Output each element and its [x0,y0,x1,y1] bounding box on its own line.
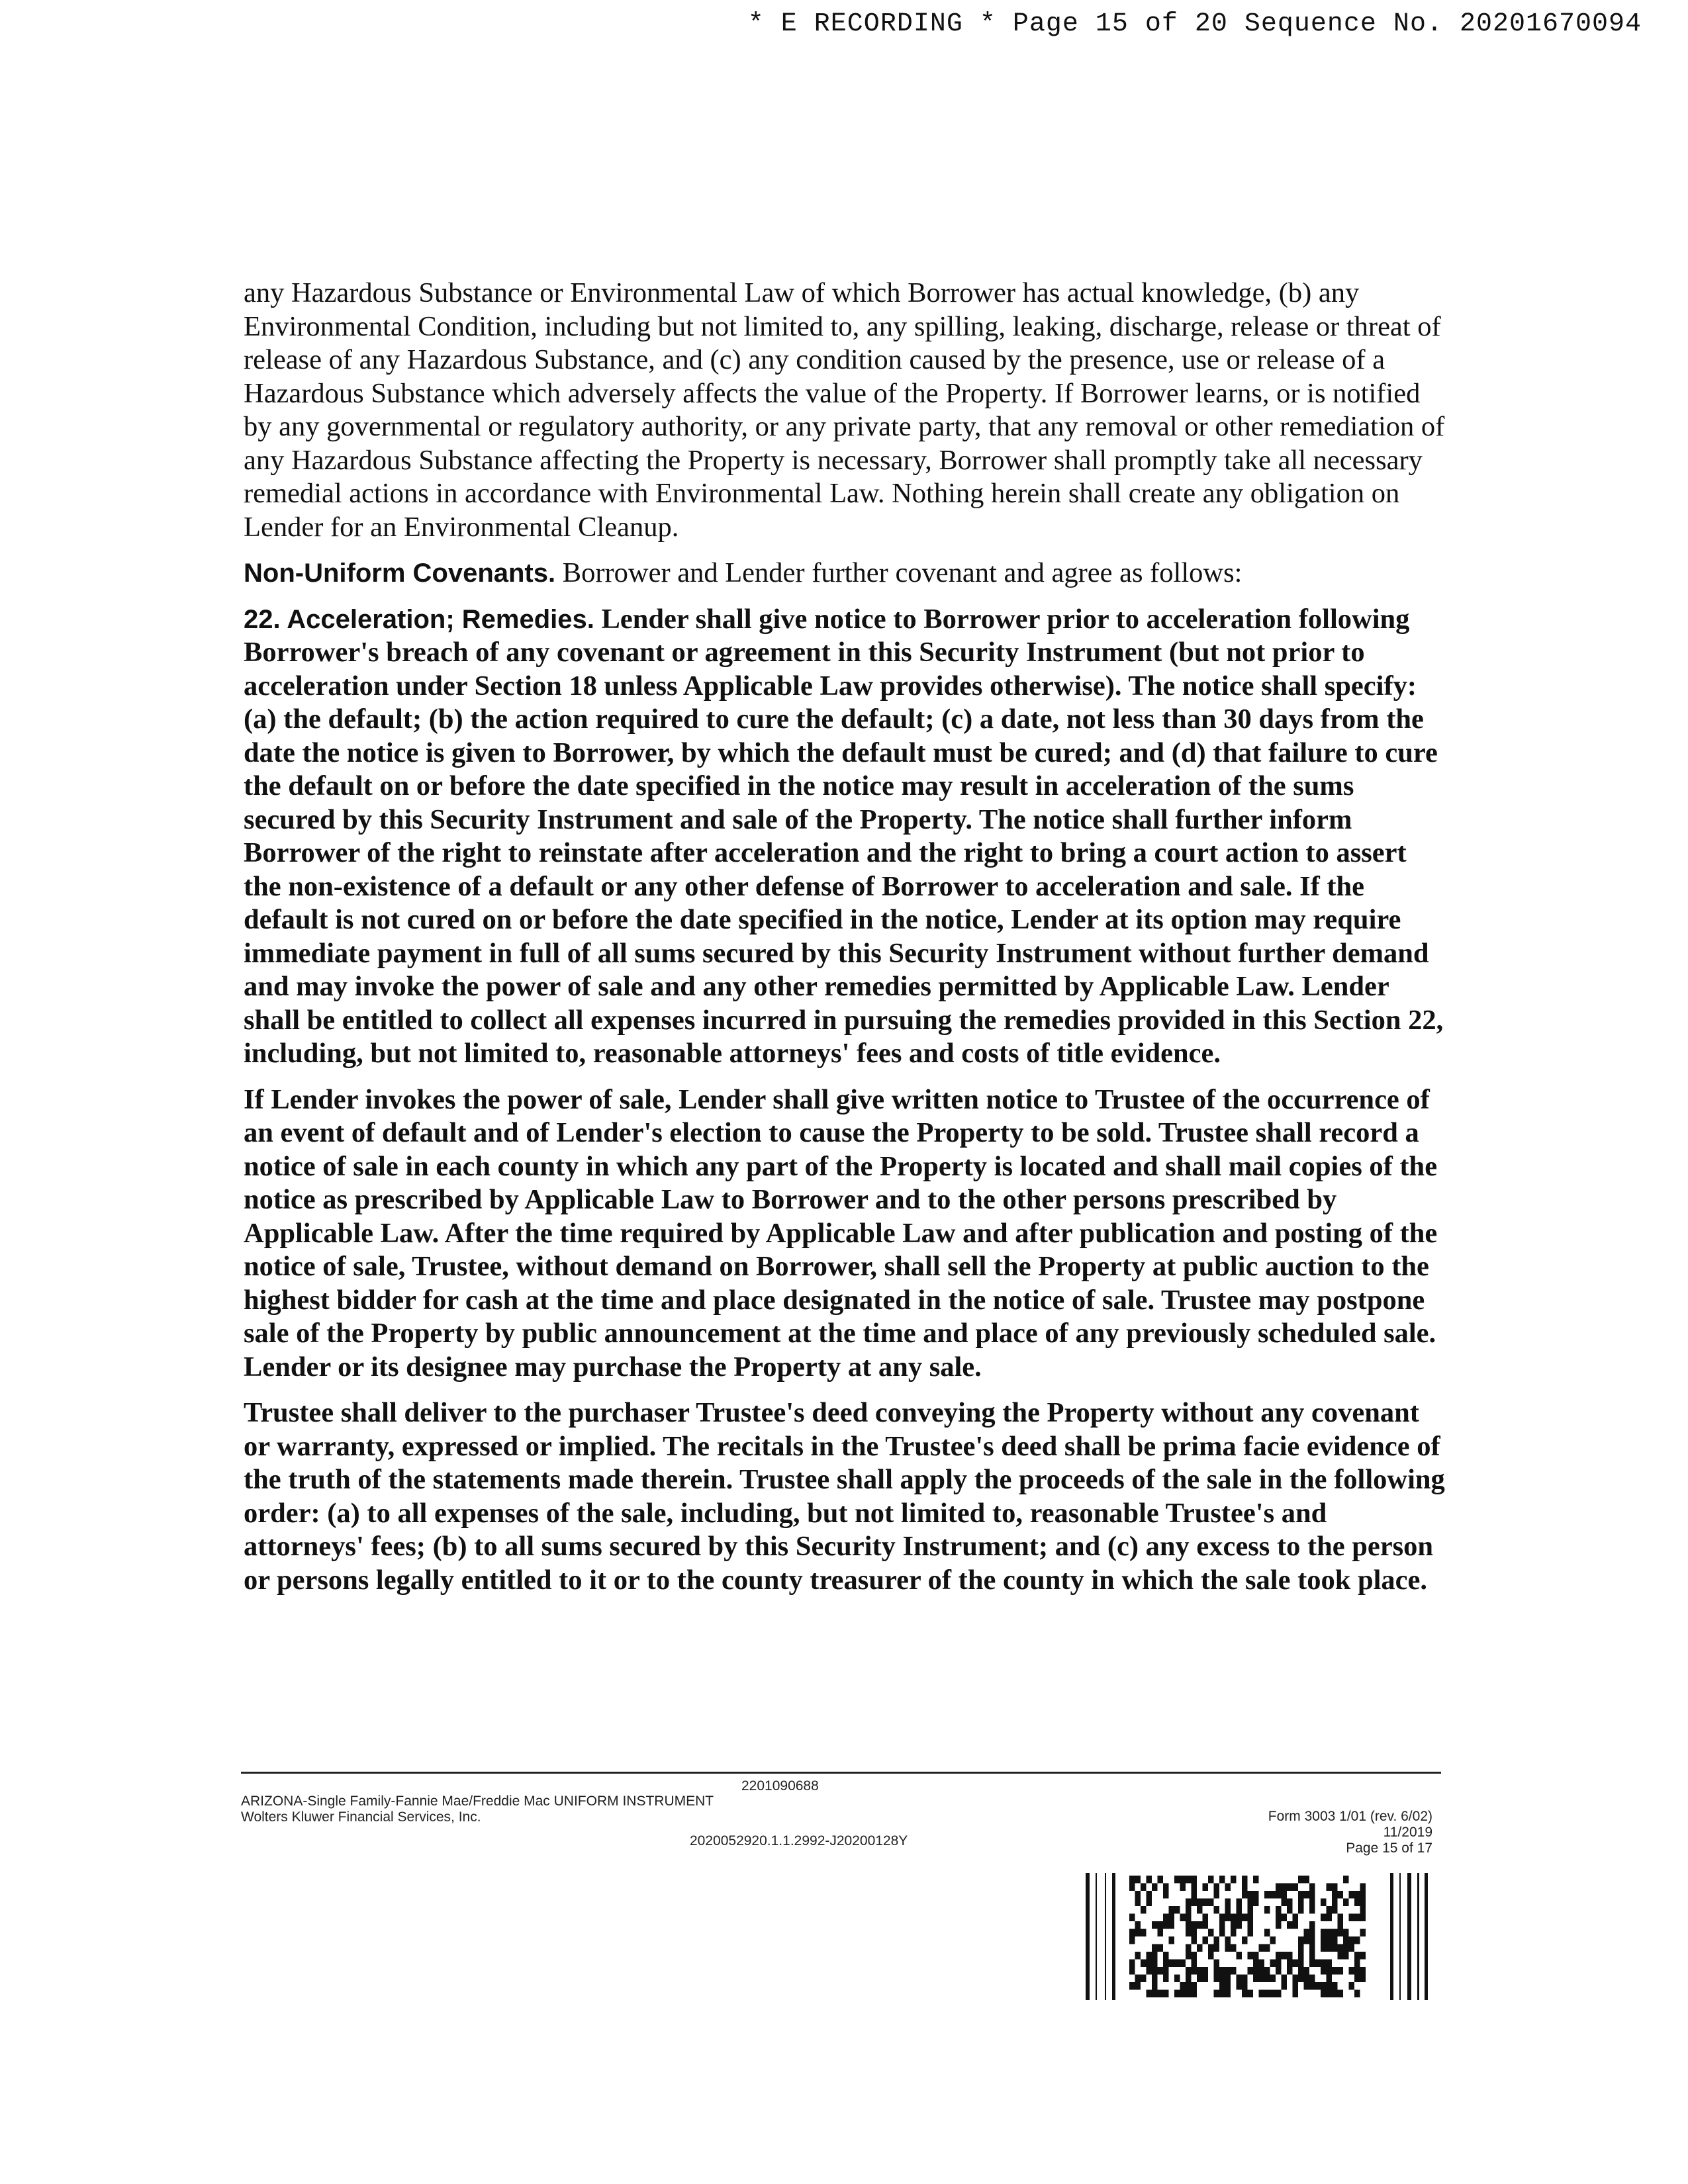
recording-stamp: * E RECORDING * Page 15 of 20 Sequence No. 20201670094 [747,9,1642,39]
instrument-title: ARIZONA-Single Family-Fannie Mae/Freddie Mac UNIFORM INSTRUMENT [241,1794,714,1809]
environmental-paragraph: any Hazardous Substance or Environmental Law of which Borrower has actual knowledge, (b) any Environmental Condition, including but not limited to, any spilling, leaking, discharge, release or threat of release of any Hazardous Substance, and (c) any condition caused by the presence, use or release of a Hazardous Substance which adversely affects the value of the Property. If Borrower learns, or is notified by any governmental or regulatory authority, or any private party, that any removal or other remediation of any Hazardous Substance affecting the Property is necessary, Borrower shall promptly take all necessary remedial actions in accordance with Environmental Law. Nothing herein shall create any obligation on Lender for an Environmental Cleanup. [244,277,1445,543]
section-22-paragraph [244,603,1448,1071]
non-uniform-covenants-heading: Non-Uniform Covenants. [244,559,556,588]
document-id: 2020052920.1.1.2992-J20200128Y [690,1833,908,1848]
non-uniform-covenants-text: Borrower and Lender further covenant and agree as follows: [562,557,1243,588]
page-number: Page 15 of 17 [1346,1841,1432,1856]
trustee-deed-paragraph: Trustee shall deliver to the purchaser Trustee's deed conveying the Property without any covenant or warranty, expressed or implied. The recitals in the Trustee's deed shall be prima facie evidence of the truth of the statements made therein. Trustee shall apply the proceeds of the sale in the following order: (a) to all expenses of the sale, including, but not limited to, reasonable Trustee's and attorneys' fees; (b) to all sums secured by this Security Instrument; and (c) any excess to the person or persons legally entitled to it or to the county treasurer of the county in which the sale took place. [244,1397,1445,1596]
section-22-text: Lender shall give notice to Borrower prior to acceleration following Borrower's breach of any covenant or agreement in this Security Instrument (but not prior to acceleration under Section 18 unless Applicable Law provides otherwise). The notice shall specify: (a) the default; (b) the action required to cure the default; (c) a date, not less than 30 days from the date the notice is given to Borrower, by which the default must be cured; and (d) that failure to cure the default on or before the date specified in the notice may result in acceleration of the sums secured by this Security Instrument and sale of the Property. The notice shall further inform Borrower of the right to reinstate after acceleration and the right to bring a court action to assert the non-existence of a default or any other defense of Borrower to acceleration and sale. If the default is not cured on or before the date specified in the notice, Lender at its option may require immediate payment in full of all sums secured by this Security Instrument without further demand and may invoke the power of sale and any other remedies permitted by Applicable Law. Lender shall be entitled to collect all expenses incurred in pursuing the remedies provided in this Section 22, including, but not limited to, reasonable attorneys' fees and costs of title evidence. [244,603,1444,1069]
form-number: Form 3003 1/01 (rev. 6/02) [1268,1809,1432,1824]
barcode-image [1086,1873,1430,2000]
publisher-name: Wolters Kluwer Financial Services, Inc. [241,1809,481,1825]
non-uniform-covenants-paragraph [244,557,1448,590]
document-body [244,277,1448,1610]
form-date: 11/2019 [1383,1825,1432,1840]
loan-number: 2201090688 [741,1778,819,1794]
footer-divider [241,1772,1441,1774]
power-of-sale-paragraph: If Lender invokes the power of sale, Lender shall give written notice to Trustee of the occurrence of an event of default and of Lender's election to cause the Property to be sold. Trustee shall record a notice of sale in each county in which any part of the Property is located and shall mail copies of the notice as prescribed by Applicable Law to Borrower and to the other persons prescribed by Applicable Law. After the time required by Applicable Law and after publication and posting of the notice of sale, Trustee, without demand on Borrower, shall sell the Property at public auction to the highest bidder for cash at the time and place designated in the notice of sale. Trustee may postpone sale of the Property by public announcement at the time and place of any previously scheduled sale. Lender or its designee may purchase the Property at any sale. [244,1083,1438,1383]
section-22-heading: 22. Acceleration; Remedies. [244,604,594,634]
